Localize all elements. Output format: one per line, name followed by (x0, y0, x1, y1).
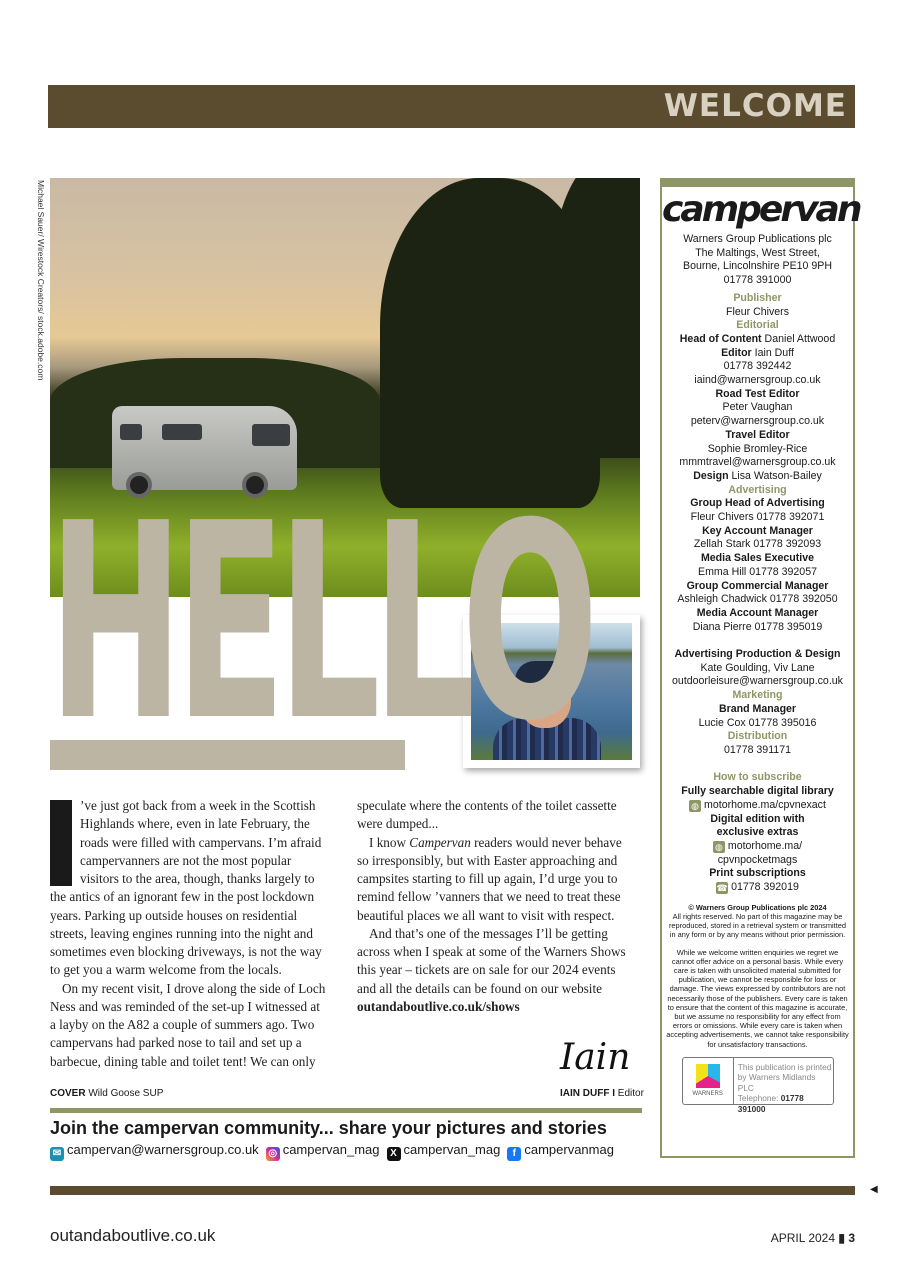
staff-line: Advertising Production & Design (674, 648, 841, 661)
staff-line: ◍ motorhome.ma/cpvnexact (662, 799, 853, 813)
sidebar-heading: Publisher (733, 291, 782, 304)
email-link[interactable]: ✉ campervan@warnersgroup.co.uk (50, 1142, 259, 1161)
masthead-sidebar (660, 178, 860, 1158)
photo-credit: Michael Sauer/ Wirestock Creators/ stock.adobe.com (36, 180, 46, 381)
sidebar-heading: Marketing (732, 689, 783, 702)
instagram-icon: ◎ (266, 1147, 280, 1161)
staff-line: Lucie Cox 01778 395016 (698, 716, 817, 729)
sidebar-heading: How to subscribe (713, 771, 802, 784)
facebook-icon: f (507, 1147, 521, 1161)
instagram-link[interactable]: ◎ campervan_mag (266, 1142, 380, 1161)
staff-line: Digital edition with (710, 812, 805, 825)
sidebar-heading: Distribution (727, 730, 788, 743)
social-links (50, 1142, 614, 1161)
mouse-icon: ◍ (689, 800, 701, 812)
staff-line: iaind@warnersgroup.co.uk (694, 374, 821, 387)
legal-notice: © Warners Group Publications plc 2024 All rights reserved. No part of this magazine may be reproduced, stored in a retrieval system or transmitted in any form or by any means without prior permission. While we welcome written enquiries we regret we cannot offer advice on a personal basis. While every care is taken with unsolicited material submitted for publication, we cannot be responsible for loss or damage. The views expressed by contributors are not necessarily those of the publishers. Every care is taken to ensure that the content of this magazine is accurate, but we assume no responsibility for any effect from errors or omissions. While every care is taken when accepting advertisements, we cannot take responsibility for unsatisfactory transactions. (666, 902, 849, 1049)
staff-line: Fleur Chivers (726, 305, 789, 318)
article-column-1: ’ve just got back from a week in the Scottish Highlands where, even in late February, the roads were filled with campervans. I’m afraid campervanners are not the most popular visitors to the area, though, thanks largely to the antics of an ignorant few in the post lockdown years. Parking up outside houses on residential streets, leaving engines running into the night and sometimes even blocking driveways, is not the way to get you a warm welcome from the locals. On my recent visit, I drove along the side of Loch Ness and was reminded of the set-up I witnessed at a layby on the A82 a couple of summers ago. Two campervans had parked nose to tail and set up a barbecue, dining table and toilet tent! We can only (50, 798, 326, 1069)
sidebar-heading: Advertising (728, 483, 787, 496)
staff-line: Road Test Editor (715, 387, 800, 400)
staff-line: Travel Editor (725, 428, 790, 441)
staff-line: ◍ motorhome.ma/ (662, 840, 853, 854)
community-title: Join the campervan community... share your pictures and stories (50, 1118, 607, 1138)
staff-line: Key Account Manager (702, 524, 813, 537)
editor-caption: IAIN DUFF I Editor (560, 1088, 644, 1099)
cover-caption: COVER Wild Goose SUP (50, 1088, 164, 1099)
staff-line: ☎ 01778 392019 (716, 881, 799, 894)
tree (550, 178, 640, 458)
printer-badge: WARNERS This publication is printed by Warners Midlands PLC Telephone: 01778 391000 (682, 1057, 834, 1105)
footer-bar (50, 1186, 855, 1195)
warners-logo: WARNERS (683, 1058, 734, 1104)
staff-line: cpvnpocketmags (717, 853, 798, 866)
section-header-bar (48, 85, 855, 128)
staff-line: Head of Content Daniel Attwood (679, 332, 836, 345)
email-icon: ✉ (50, 1147, 64, 1161)
article-column-2: speculate where the contents of the toilet cassette were dumped... I know Campervan readers would never behave so irresponsibly, but with Easter approaching and campsites starting to fill up again, I’d urge you to remind fellow ’vanners that we need to treat these beautiful places we all want to visit with respect. And that’s one of the messages I’ll be getting across when I speak at some of the Warners Shows this year – tickets are on sale for our 2024 events and all the details can be found on our website outandaboutlive.co.uk/shows (357, 798, 626, 1014)
staff-line: 01778 392442 (723, 360, 792, 373)
staff-line: Sophie Bromley-Rice (707, 442, 808, 455)
staff-line: Print subscriptions (709, 867, 806, 880)
editor-signature: Iain (560, 1037, 631, 1078)
x-icon: X (387, 1147, 401, 1161)
footer-url[interactable]: outandaboutlive.co.uk (50, 1226, 216, 1245)
staff-line: outdoorleisure@warnersgroup.co.uk (672, 675, 843, 688)
spacer (662, 758, 853, 772)
staff-line: Peter Vaughan (722, 401, 793, 414)
facebook-link[interactable]: f campervanmag (507, 1142, 614, 1161)
staff-line: Fleur Chivers 01778 392071 (690, 511, 825, 524)
phone-icon: ☎ (716, 883, 728, 894)
staff-line: mmmtravel@warnersgroup.co.uk (679, 456, 836, 469)
headline-hello: HELLO (48, 488, 591, 728)
staff-line: Brand Manager (718, 702, 797, 715)
sidebar-heading: Editorial (736, 319, 779, 332)
campervan-logo: campervan (662, 189, 860, 230)
staff-line: Group Commercial Manager (686, 579, 829, 592)
staff-line: Emma Hill 01778 392057 (698, 565, 817, 578)
staff-line: Editor Iain Duff (721, 346, 794, 359)
staff-line: Media Sales Executive (700, 552, 815, 565)
page-arrow-icon: ◀ (870, 1184, 878, 1195)
divider (50, 1108, 642, 1113)
staff-line: Kate Goulding, Viv Lane (700, 661, 815, 674)
staff-line: Media Account Manager (696, 606, 819, 619)
staff-line: exclusive extras (716, 826, 799, 839)
campervan-image (112, 406, 297, 490)
x-link[interactable]: X campervan_mag (387, 1142, 501, 1161)
footer-issue: APRIL 2024 ▮ 3 (770, 1231, 855, 1245)
staff-line: 01778 391171 (724, 744, 791, 756)
staff-line: Fully searchable digital library (681, 785, 834, 798)
staff-line: Group Head of Advertising (690, 497, 825, 510)
staff-line: Ashleigh Chadwick 01778 392050 (677, 593, 838, 606)
staff-list (662, 292, 853, 895)
publisher-address: Warners Group Publications plc The Maltings, West Street, Bourne, Lincolnshire PE10 9PH 01778 391000 (683, 233, 832, 287)
shows-link[interactable]: outandaboutlive.co.uk/shows (357, 998, 520, 1014)
staff-line: Design Lisa Watson-Bailey (693, 469, 822, 482)
staff-line: Diana Pierre 01778 395019 (692, 620, 823, 633)
mouse-icon: ◍ (713, 841, 725, 853)
staff-line: peterv@warnersgroup.co.uk (690, 415, 825, 428)
staff-line: Zellah Stark 01778 392093 (693, 538, 822, 551)
decorative-bar (50, 740, 405, 770)
drop-cap-i (50, 800, 72, 886)
section-title: WELCOME (663, 88, 847, 124)
spacer (662, 634, 853, 648)
